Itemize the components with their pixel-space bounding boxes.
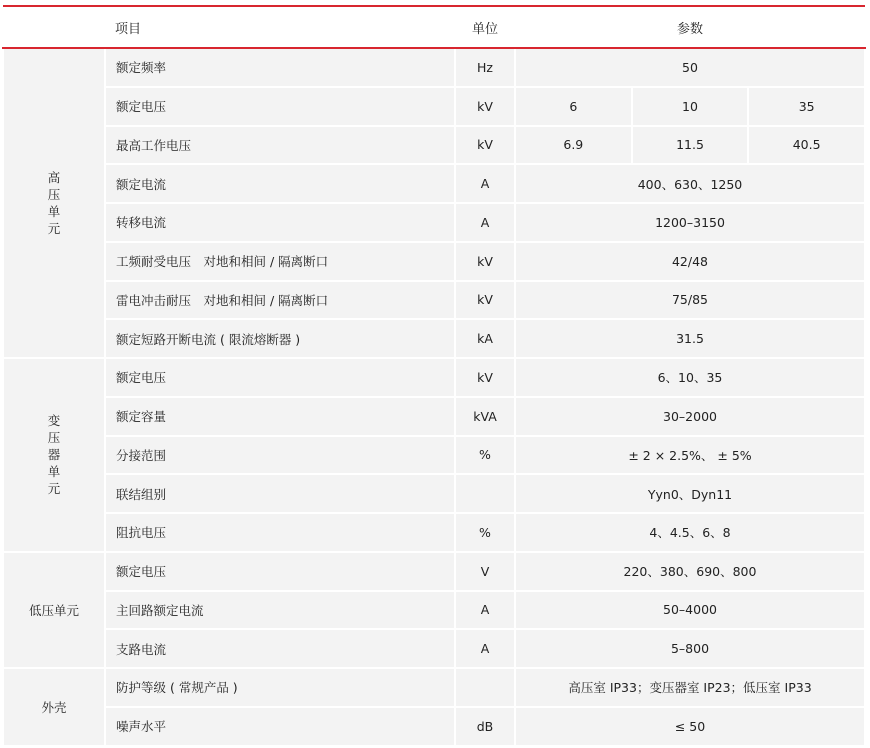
value-cell-35kv: 40.5 bbox=[748, 126, 865, 165]
header-unit: 单位 bbox=[455, 6, 515, 48]
unit-cell: A bbox=[455, 203, 515, 242]
table-row bbox=[3, 436, 865, 475]
table-row bbox=[3, 707, 865, 746]
unit-cell: kV bbox=[455, 281, 515, 320]
value-cell-10kv: 11.5 bbox=[632, 126, 749, 165]
value-cell: 5–800 bbox=[515, 629, 865, 668]
unit-cell: % bbox=[455, 513, 515, 552]
table-row bbox=[3, 591, 865, 630]
value-cell: 50 bbox=[515, 48, 865, 87]
unit-cell: Hz bbox=[455, 48, 515, 87]
header-blank bbox=[3, 6, 105, 48]
table-row bbox=[3, 319, 865, 358]
value-cell: 50–4000 bbox=[515, 591, 865, 630]
item-cell: 防护等级 ( 常规产品 ) bbox=[105, 668, 455, 707]
item-cell: 额定短路开断电流 ( 限流熔断器 ) bbox=[105, 319, 455, 358]
item-cell: 额定电流 bbox=[105, 164, 455, 203]
unit-cell: kV bbox=[455, 126, 515, 165]
value-cell: 6、10、35 bbox=[515, 358, 865, 397]
group-tr-cell bbox=[3, 358, 105, 552]
item-cell: 噪声水平 bbox=[105, 707, 455, 746]
table-row bbox=[3, 552, 865, 591]
group-hv-cell bbox=[3, 48, 105, 358]
unit-cell bbox=[455, 474, 515, 513]
unit-cell: V bbox=[455, 552, 515, 591]
value-cell-35kv: 35 bbox=[748, 87, 865, 126]
unit-cell: kA bbox=[455, 319, 515, 358]
spec-table bbox=[2, 5, 866, 747]
unit-cell: A bbox=[455, 591, 515, 630]
value-cell: 31.5 bbox=[515, 319, 865, 358]
value-cell: 1200–3150 bbox=[515, 203, 865, 242]
unit-cell: A bbox=[455, 164, 515, 203]
group-label-transformer: 变压器单元 bbox=[47, 413, 61, 497]
item-cell: 额定电压 bbox=[105, 87, 455, 126]
value-cell: 75/85 bbox=[515, 281, 865, 320]
value-cell: 4、4.5、6、8 bbox=[515, 513, 865, 552]
unit-cell: kV bbox=[455, 87, 515, 126]
table-row bbox=[3, 474, 865, 513]
item-cell: 联结组别 bbox=[105, 474, 455, 513]
table-row bbox=[3, 126, 865, 165]
value-cell: 42/48 bbox=[515, 242, 865, 281]
unit-cell: dB bbox=[455, 707, 515, 746]
unit-cell: kV bbox=[455, 242, 515, 281]
value-cell: ± 2 × 2.5%、 ± 5% bbox=[515, 436, 865, 475]
table-row bbox=[3, 358, 865, 397]
table-row bbox=[3, 48, 865, 87]
value-cell: ≤ 50 bbox=[515, 707, 865, 746]
item-cell: 额定电压 bbox=[105, 358, 455, 397]
value-cell: 220、380、690、800 bbox=[515, 552, 865, 591]
unit-cell bbox=[455, 668, 515, 707]
table-row bbox=[3, 242, 865, 281]
header-row bbox=[3, 6, 865, 48]
unit-cell: kVA bbox=[455, 397, 515, 436]
table-row bbox=[3, 203, 865, 242]
item-cell: 最高工作电压 bbox=[105, 126, 455, 165]
item-cell: 雷电冲击耐压 对地和相间 / 隔离断口 bbox=[105, 281, 455, 320]
value-cell: 30–2000 bbox=[515, 397, 865, 436]
table-row bbox=[3, 513, 865, 552]
group-lv-cell: 低压单元 bbox=[3, 552, 105, 668]
unit-cell: % bbox=[455, 436, 515, 475]
table-row bbox=[3, 164, 865, 203]
group-enclosure-cell: 外壳 bbox=[3, 668, 105, 746]
header-item: 项目 bbox=[105, 6, 455, 48]
item-cell: 分接范围 bbox=[105, 436, 455, 475]
table-row bbox=[3, 87, 865, 126]
value-cell: Yyn0、Dyn11 bbox=[515, 474, 865, 513]
item-cell: 阻抗电压 bbox=[105, 513, 455, 552]
header-params: 参数 bbox=[515, 6, 865, 48]
unit-cell: A bbox=[455, 629, 515, 668]
item-cell: 额定容量 bbox=[105, 397, 455, 436]
item-cell: 额定频率 bbox=[105, 48, 455, 87]
value-cell-10kv: 10 bbox=[632, 87, 749, 126]
item-cell: 转移电流 bbox=[105, 203, 455, 242]
table-row bbox=[3, 668, 865, 707]
value-cell: 400、630、1250 bbox=[515, 164, 865, 203]
value-cell-6kv: 6.9 bbox=[515, 126, 632, 165]
value-cell: 高压室 IP33；变压器室 IP23；低压室 IP33 bbox=[515, 668, 865, 707]
unit-cell: kV bbox=[455, 358, 515, 397]
item-cell: 支路电流 bbox=[105, 629, 455, 668]
item-cell: 主回路额定电流 bbox=[105, 591, 455, 630]
table-row bbox=[3, 281, 865, 320]
value-cell-6kv: 6 bbox=[515, 87, 632, 126]
item-cell: 额定电压 bbox=[105, 552, 455, 591]
group-label-hv: 高压单元 bbox=[47, 170, 61, 236]
table-row bbox=[3, 629, 865, 668]
item-cell: 工频耐受电压 对地和相间 / 隔离断口 bbox=[105, 242, 455, 281]
table-row bbox=[3, 397, 865, 436]
